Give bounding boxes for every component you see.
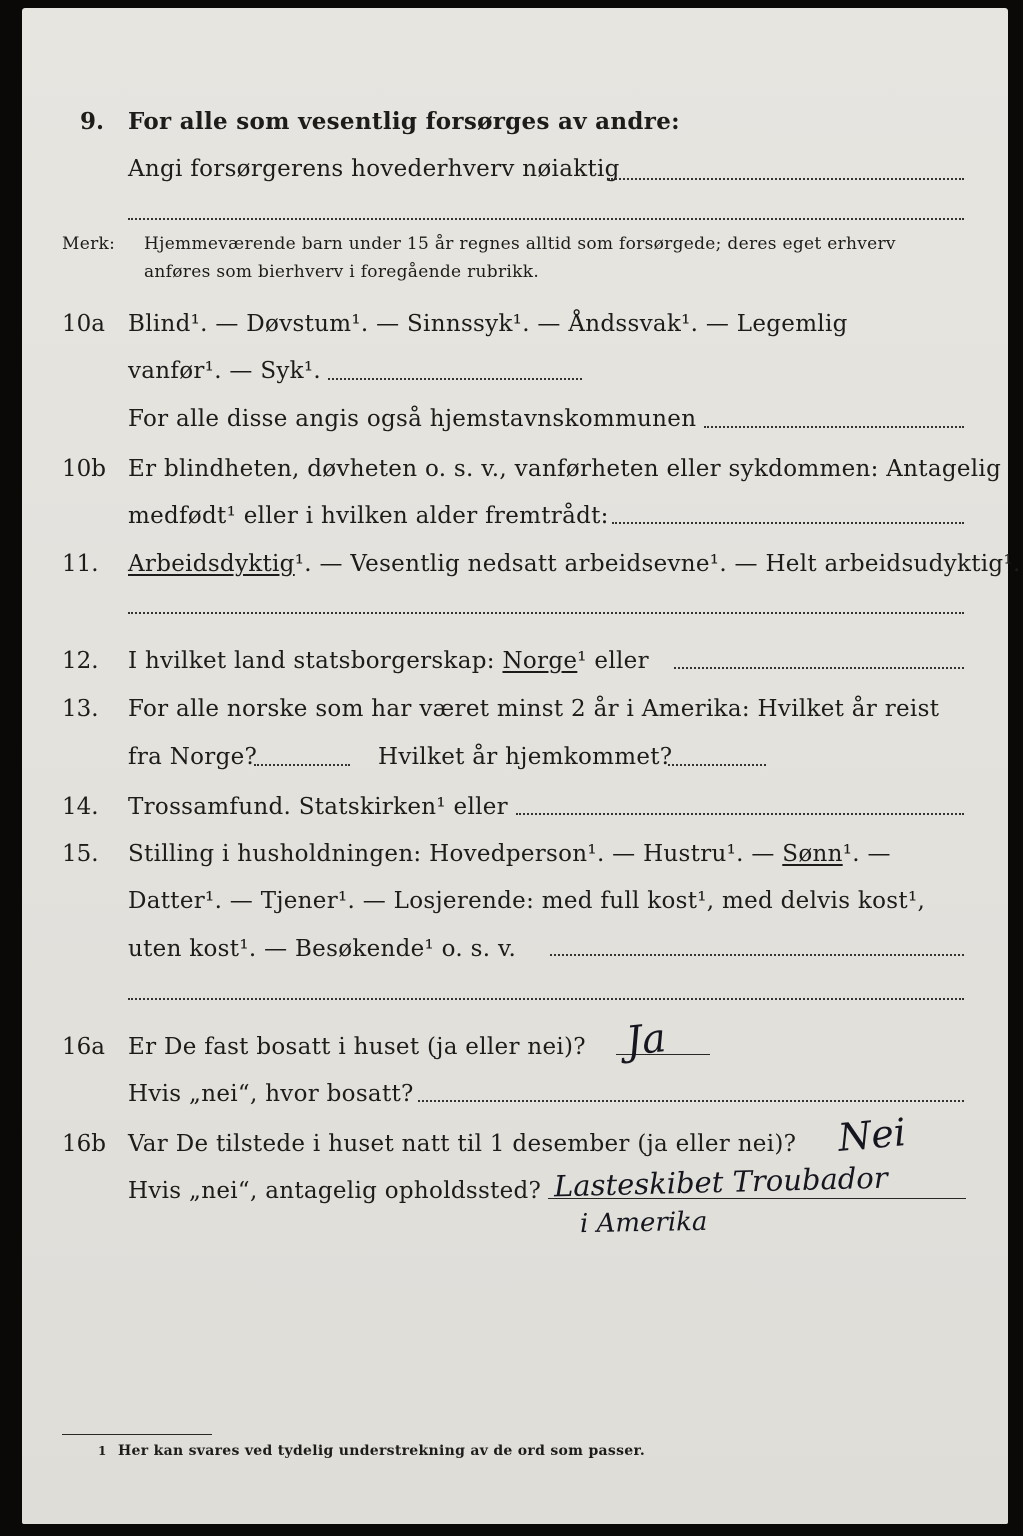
q11-marked-option: Arbeidsdyktig: [128, 551, 295, 577]
q16a-number: 16a: [62, 1034, 105, 1060]
q16b-number: 16b: [62, 1131, 106, 1157]
q16b-line-2: Hvis „nei“, antagelig opholdssted?: [128, 1178, 542, 1204]
merk-line-1: Hjemmeværende barn under 15 år regnes alltid som forsørgede; deres eget erhverv: [144, 234, 896, 254]
q15-line-1b: ¹. —: [842, 841, 891, 867]
q10a-line-1: Blind¹. — Døvstum¹. — Sinnssyk¹. — Åndssvak¹. — Legemlig: [128, 311, 848, 337]
q13-line-2a: fra Norge?: [128, 744, 258, 770]
q16a-bosatt-line: [418, 1100, 964, 1102]
q15-answer-line-2: [128, 998, 964, 1000]
q16a-line-1: Er De fast bosatt i huset (ja eller nei)?: [128, 1034, 586, 1060]
q9-line: Angi forsørgerens hovederhverv nøiaktig: [128, 156, 620, 182]
q15-marked-option: Sønn: [782, 841, 843, 867]
q11-answer-line: [128, 612, 964, 614]
q15-line-3: uten kost¹. — Besøkende¹ o. s. v.: [128, 936, 517, 962]
q10a-number: 10a: [62, 311, 105, 337]
q13-reist-line: [254, 764, 350, 766]
q10b-number: 10b: [62, 456, 106, 482]
q14-line: Trossamfund. Statskirken¹ eller: [128, 794, 508, 820]
footnote-text: Her kan svares ved tydelig understrekning av de ord som passer.: [118, 1443, 646, 1459]
q15-line-1: [128, 843, 891, 866]
q10a-line-3: For alle disse angis også hjemstavnskommunen: [128, 406, 697, 432]
q10a-line-2: vanfør¹. — Syk¹.: [128, 358, 322, 384]
merk-label: Merk:: [62, 234, 116, 254]
q10b-line-2: medfødt¹ eller i hvilken alder fremtrådt:: [128, 503, 609, 529]
q9-answer-line: [608, 178, 964, 180]
q16b-handwritten-place: Lasteskibet Troubador: [553, 1160, 889, 1204]
q13-line-2b: Hvilket år hjemkommet?: [378, 744, 673, 770]
q16b-handwritten-answer: Nei: [836, 1110, 908, 1160]
q14-answer-line: [516, 813, 964, 815]
q16b-line-1: Var De tilstede i huset natt til 1 desember (ja eller nei)?: [128, 1131, 797, 1157]
q16a-line-2: Hvis „nei“, hvor bosatt?: [128, 1081, 414, 1107]
q12-suffix: ¹ eller: [577, 648, 649, 674]
q16b-handwritten-place-2: i Amerika: [579, 1206, 708, 1240]
q12-prefix: I hvilket land statsborgerskap:: [128, 648, 495, 674]
q12-number: 12.: [62, 648, 99, 674]
q15-answer-line: [550, 954, 964, 956]
census-form-sheet: [22, 8, 1021, 1524]
q16a-handwritten-answer: Ja: [623, 1015, 669, 1065]
q12-marked-option: Norge: [502, 648, 578, 674]
q11-rest: ¹. — Vesentlig nedsatt arbeidsevne¹. — Helt arbeidsudyktig¹.: [294, 551, 1021, 577]
q10a-hjemstav-line: [704, 426, 964, 428]
q15-line-1a: Stilling i husholdningen: Hovedperson¹. — Hustru¹. —: [128, 841, 775, 867]
q11-line: [128, 553, 1021, 576]
q15-number: 15.: [62, 841, 99, 867]
q9-number: 9.: [80, 108, 105, 135]
q10b-answer-line: [612, 522, 964, 524]
merk-line-2: anføres som bierhverv i foregående rubrikk.: [144, 262, 540, 282]
q9-answer-line-2: [128, 218, 964, 220]
q9-heading: For alle som vesentlig forsørges av andre:: [128, 108, 680, 135]
footnote-rule: [62, 1434, 212, 1435]
q13-number: 13.: [62, 696, 99, 722]
footnote-mark: 1: [98, 1444, 107, 1458]
q13-line-1: For alle norske som har været minst 2 år i Amerika: Hvilket år reist: [128, 696, 940, 722]
q13-hjemkommet-line: [668, 764, 766, 766]
q15-line-2: Datter¹. — Tjener¹. — Losjerende: med full kost¹, med delvis kost¹,: [128, 888, 926, 914]
q12-answer-line: [674, 667, 964, 669]
q14-number: 14.: [62, 794, 99, 820]
q10b-line-1: Er blindheten, døvheten o. s. v., vanførheten eller sykdommen: Antagelig: [128, 456, 1002, 482]
q11-number: 11.: [62, 551, 99, 577]
q10a-answer-line: [328, 378, 582, 380]
q12-line: [128, 650, 649, 673]
